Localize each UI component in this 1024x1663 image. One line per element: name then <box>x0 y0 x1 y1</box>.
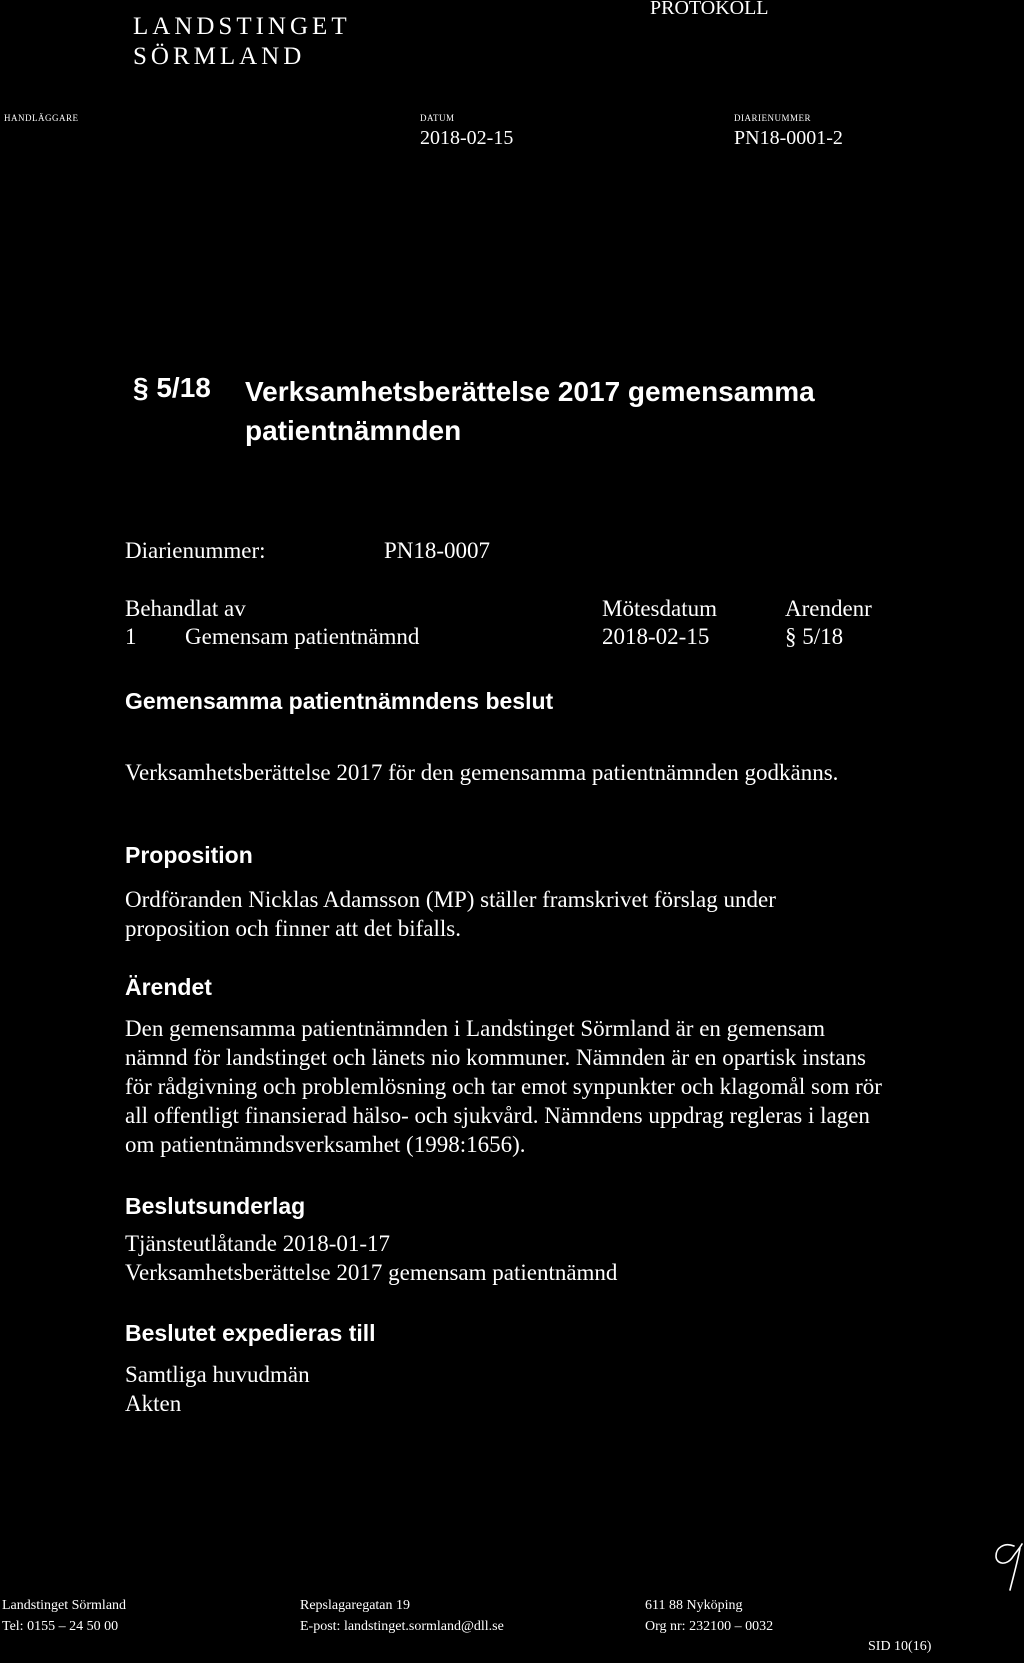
footer-address: Repslagaregatan 19 <box>300 1598 411 1613</box>
org-name-line2: SÖRMLAND <box>133 43 306 70</box>
datum-value: 2018-02-15 <box>420 127 514 149</box>
underlag-heading: Beslutsunderlag <box>125 1193 306 1219</box>
beslut-heading: Gemensamma patientnämndens beslut <box>125 688 554 714</box>
footer-col-1 <box>2 1595 126 1637</box>
arendet-text <box>125 1014 882 1159</box>
org-name-line1: LANDSTINGET <box>133 13 351 40</box>
handlaggare-label: HANDLÄGGARE <box>4 113 79 123</box>
behandlat-header: Behandlat av <box>125 596 246 621</box>
behandlat-row-case: § 5/18 <box>785 624 844 649</box>
arendenr-header: Arendenr <box>785 596 872 621</box>
arendet-heading: Ärendet <box>125 974 212 1000</box>
section-number: § 5/18 <box>133 372 211 403</box>
arendet-line: för rådgivning och problemlösning och tar emot synpunkter och klagomål som rör <box>125 1074 882 1099</box>
expedieras-heading: Beslutet expedieras till <box>125 1320 376 1346</box>
expedieras-line: Samtliga huvudmän <box>125 1362 310 1387</box>
diarienummer-row-label: Diarienummer: <box>125 538 266 563</box>
footer-col-3 <box>645 1595 773 1637</box>
expedieras-text <box>125 1360 310 1418</box>
footer-org: Landstinget Sörmland <box>2 1598 127 1613</box>
arendet-line: nämnd för landstinget och länets nio kommuner. Nämnden är en opartisk instans <box>125 1045 866 1070</box>
arendet-line: om patientnämndsverksamhet (1998:1656). <box>125 1132 526 1157</box>
arendet-line: all offentligt finansierad hälso- och sjukvård. Nämndens uppdrag regleras i lagen <box>125 1103 870 1128</box>
footer-phone: Tel: 0155 – 24 50 00 <box>2 1619 119 1634</box>
section-title-line2: patientnämnden <box>245 415 462 446</box>
document-type: PROTOKOLL <box>650 0 769 19</box>
proposition-line: proposition och finner att det bifalls. <box>125 916 461 941</box>
arendet-line: Den gemensamma patientnämnden i Landstinget Sörmland är en gemensam <box>125 1016 826 1041</box>
underlag-line: Tjänsteutlåtande 2018-01-17 <box>125 1231 391 1256</box>
behandlat-row-date: 2018-02-15 <box>602 624 710 649</box>
page-number: SID 10(16) <box>868 1639 932 1654</box>
diarienummer-value: PN18-0001-2 <box>734 127 843 149</box>
signature-mark <box>990 1540 1024 1610</box>
proposition-line: Ordföranden Nicklas Adamsson (MP) ställer framskrivet förslag under <box>125 887 776 912</box>
motesdatum-header: Mötesdatum <box>602 596 717 621</box>
underlag-text <box>125 1229 617 1287</box>
proposition-heading: Proposition <box>125 842 253 868</box>
diarienummer-label: DIARIENUMMER <box>734 113 811 123</box>
datum-label: DATUM <box>420 113 455 123</box>
footer-email: E-post: landstinget.sormland@dll.se <box>300 1619 504 1634</box>
footer-orgnr: Org nr: 232100 – 0032 <box>645 1619 774 1634</box>
footer-postal: 611 88 Nyköping <box>645 1598 743 1613</box>
section-title-line1: Verksamhetsberättelse 2017 gemensamma <box>245 376 815 407</box>
beslut-text: Verksamhetsberättelse 2017 för den gemensamma patientnämnden godkänns. <box>125 760 839 785</box>
behandlat-row-index: 1 <box>125 624 137 649</box>
section-title <box>245 372 815 450</box>
footer-col-2 <box>300 1595 504 1637</box>
diarienummer-row-value: PN18-0007 <box>384 538 491 563</box>
underlag-line: Verksamhetsberättelse 2017 gemensam patientnämnd <box>125 1260 618 1285</box>
organization-logo-text <box>133 12 351 72</box>
expedieras-line: Akten <box>125 1391 182 1416</box>
proposition-text <box>125 885 776 943</box>
behandlat-row-body: Gemensam patientnämnd <box>185 624 420 649</box>
